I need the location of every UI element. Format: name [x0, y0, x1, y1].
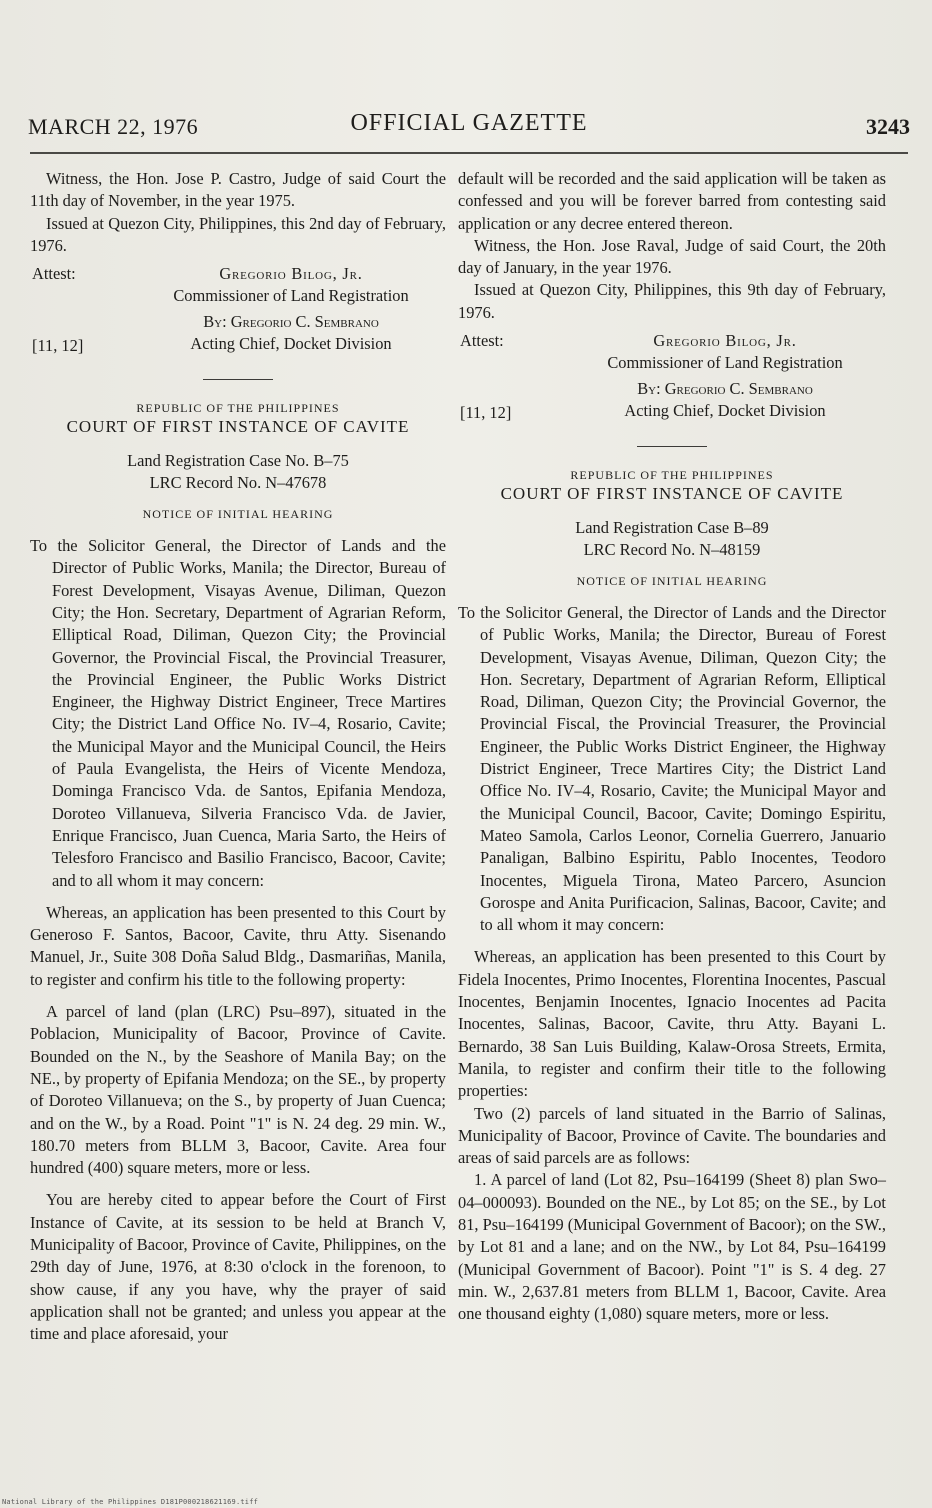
notice-heading: NOTICE OF INITIAL HEARING: [576, 573, 768, 588]
header-date: MARCH 22, 1976: [28, 114, 199, 139]
attest-by-title: Acting Chief, Docket Division: [624, 401, 826, 421]
cited-paragraph: You are hereby cited to appear before the Court of First Instance of Cavite, at its session to be held at Branch V, Municipality of Bacoor, Province of Cavite, Philippines, on the 29th day of June, 1976, at 8:30 o'clock in the forenoon, to show cause, if any you have, why the prayer of said application shall not be granted; and unless you appear at the time and place aforesaid, your: [30, 1190, 446, 1344]
scan-footer: National Library of the Philippines D181P000218621169.tiff: [2, 1498, 259, 1506]
issue-reference: [11, 12]: [460, 403, 512, 423]
parcel-1-paragraph: 1. A parcel of land (Lot 82, Psu–164199 (Sheet 8) plan Swo–04–000093). Bounded on the NE., by Lot 85; on the SE., by Lot 81, Psu–164199 (Municipal Government of Bacoor); on the SW., by Lot 81 and a lane; and on the NW., by Lot 84, Psu–164199 (Municipal Government of Bacoor). Point "1" is S. 4 deg. 27 min. W., 2,637.81 meters from BLLM 1, Bacoor, Cavite. Area one thousand eighty (1,080) square meters, more or less.: [458, 1170, 886, 1324]
issued-paragraph: Issued at Quezon City, Philippines, this 9th day of February, 1976.: [458, 280, 886, 322]
attest-by: By: Gregorio C. Sembrano: [203, 312, 379, 332]
lrc-record-number: LRC Record No. N–47678: [149, 473, 327, 493]
attest-label: Attest:: [32, 264, 76, 284]
two-parcels-paragraph: Two (2) parcels of land situated in the Barrio of Salinas, Municipality of Bacoor, Province of Cavite. The boundaries and areas of said parcels are as follows:: [458, 1103, 886, 1168]
attest-by: By: Gregorio C. Sembrano: [637, 379, 813, 399]
witness-paragraph: Witness, the Hon. Jose P. Castro, Judge of said Court the 11th day of November, in the year 1975.: [30, 169, 446, 211]
attest-title: Commissioner of Land Registration: [607, 353, 843, 373]
attest-block: [458, 330, 886, 423]
header-title: OFFICIAL GAZETTE: [350, 110, 588, 136]
lrc-record-number: LRC Record No. N–48159: [583, 540, 761, 560]
witness-paragraph: Witness, the Hon. Jose Raval, Judge of said Court, the 20th day of January, in the year 1976.: [458, 235, 886, 278]
whereas-paragraph: Whereas, an application has been presented to this Court by Fidela Inocentes, Primo Inocentes, Florentina Inocentes, Pascual Inocentes, Benjamin Inocentes, Ignacio Inocentes ad Pacita Inocentes, Salinas, Bacoor, Cavite, thru Atty. Bayani L. Bernardo, 38 San Luis Building, Kalaw-Orosa Streets, Ermita, Manila, to register and confirm their title to the following properties:: [458, 947, 886, 1101]
attest-label: Attest:: [460, 331, 504, 351]
header-rule: [30, 152, 908, 154]
notice-heading: NOTICE OF INITIAL HEARING: [142, 506, 334, 521]
republic-heading: REPUBLIC OF THE PHILIPPINES: [570, 468, 774, 483]
attest-name: Gregorio Bilog, Jr.: [219, 264, 363, 284]
header-page-number: 3243: [866, 114, 910, 139]
case-number: Land Registration Case No. B–75: [127, 451, 349, 471]
addressees-paragraph: To the Solicitor General, the Director of Lands and the Director of Public Works, Manila; the Director, Bureau of Forest Development, Visayas Avenue, Diliman, Quezon City; the Hon. Secretary, Department of Agrarian Reform, Elliptical Road, Diliman, Quezon City; the Provincial Governor, the Provincial Fiscal, the Provincial Treasurer, the Provincial Engineer, the Public Works District Engineer, the Highway District Engineer, Trece Martires City; the District Land Office No. IV–4, Rosario, Cavite; the Municipal Mayor and the Municipal Council, Bacoor, Cavite; Domingo Espiritu, Mateo Samola, Carlos Leonor, Cornelia Guerrero, Januario Panaligan, Balbino Espiritu, Pablo Inocentes, Teodoro Inocentes, Miguela Tirona, Mateo Parcero, Asuncion Gorospe and Anita Purificacion, Salinas, Bacoor, Cavite; and to all whom it may concern:: [458, 602, 886, 935]
page-header: [28, 108, 910, 144]
court-heading: COURT OF FIRST INSTANCE OF CAVITE: [66, 417, 410, 437]
case-number: Land Registration Case B–89: [575, 518, 769, 538]
left-column: [30, 168, 446, 1345]
republic-heading: REPUBLIC OF THE PHILIPPINES: [136, 401, 340, 416]
issued-paragraph: Issued at Quezon City, Philippines, this 2nd day of February, 1976.: [30, 213, 446, 255]
attest-name: Gregorio Bilog, Jr.: [653, 331, 797, 351]
section-divider: [203, 379, 273, 380]
court-heading: COURT OF FIRST INSTANCE OF CAVITE: [500, 484, 844, 504]
right-column: [458, 168, 886, 1325]
attest-by-title: Acting Chief, Docket Division: [190, 334, 392, 354]
issue-reference: [11, 12]: [32, 336, 84, 356]
section-divider: [637, 446, 707, 447]
parcel-paragraph: A parcel of land (plan (LRC) Psu–897), situated in the Poblacion, Municipality of Bacoor, Province of Cavite. Bounded on the N., by the Seashore of Manila Bay; on the NE., by property of Epifania Mendoza; on the SE., by property of Doroteo Villanueva; on the S., by property of Juan Cuenca; and on the W., by a Road. Point "1" is N. 24 deg. 29 min. W., 180.70 meters from BLLM 3, Bacoor, Cavite. Area four hundred (400) square meters, more or less.: [30, 1002, 446, 1178]
addressees-paragraph: To the Solicitor General, the Director of Lands and the Director of Public Works, Manila; the Director, Bureau of Forest Development, Visayas Avenue, Diliman, Quezon City; the Hon. Secretary, Department of Agrarian Reform, Elliptical Road, Diliman, Quezon City; the Provincial Governor, the Provincial Fiscal, the Provincial Treasurer, the Provincial Engineer, the Public Works District Engineer, the Highway District Engineer, Trece Martires City; the District Land Office No. IV–4, Rosario, Cavite; the Municipal Mayor and the Municipal Council, the Heirs of Paula Evangelista, the Heirs of Vicente Mendoza, Dominga Francisco Vda. de Santos, Epifania Mendoza, Doroteo Villanueva, Silveria Francisco Vda. de Javier, Enrique Francisco, Juan Cuenca, Maria Sarto, the Heirs of Telesforo Francisco and Basilio Francisco, Bacoor, Cavite; and to all whom it may concern:: [30, 536, 446, 890]
attest-title: Commissioner of Land Registration: [173, 286, 409, 306]
attest-block: [30, 263, 446, 356]
default-paragraph: default will be recorded and the said application will be taken as confessed and you will be forever barred from contesting said application or any decree entered thereon.: [458, 169, 886, 233]
whereas-paragraph: Whereas, an application has been presented to this Court by Generoso F. Santos, Bacoor, Cavite, thru Atty. Sisenando Manuel, Jr., Suite 308 Doña Salud Bldg., Dasmariñas, Manila, to register and confirm his title to the following property:: [30, 902, 446, 989]
